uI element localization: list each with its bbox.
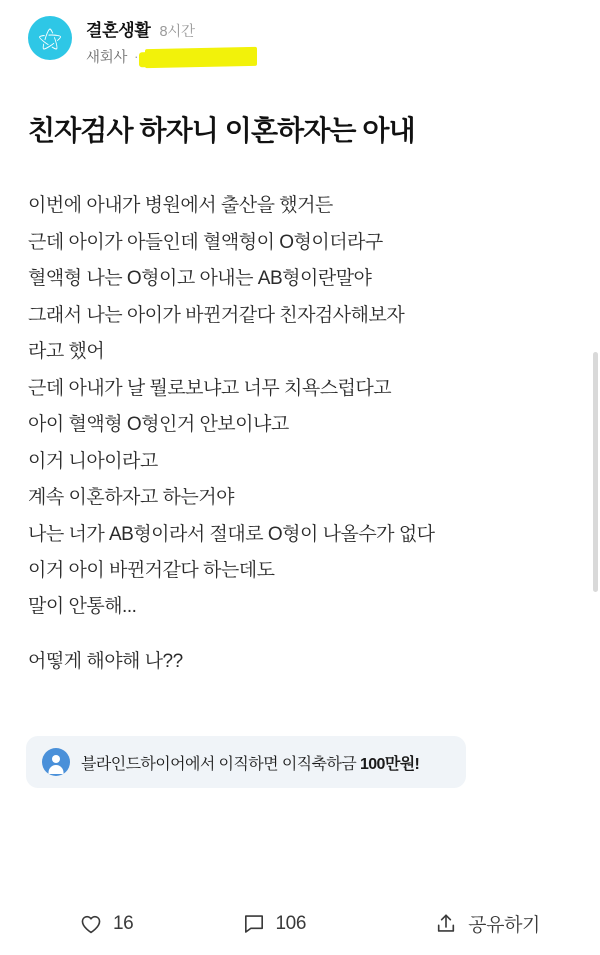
post-body-line-blank [28, 626, 572, 644]
post-body [0, 168, 600, 680]
avatar-glyph: ⚝ [38, 24, 62, 52]
share-label: 공유하기 [468, 915, 540, 936]
promo-text-highlight: 100만원! [359, 755, 420, 773]
like-count: 16 [113, 912, 134, 934]
post-body-line: 어떻게 해야해 나?? [28, 650, 183, 672]
avatar[interactable] [28, 16, 72, 60]
post-timestamp: 8시간 [159, 24, 195, 40]
promo-banner-text [81, 751, 419, 774]
redacted-highlight [145, 47, 257, 68]
post-body-line: 그래서 나는 아이가 바뀐거같다 친자검사해보자 [28, 304, 405, 326]
post-meta [86, 14, 572, 67]
post-body-line: 이번에 아내가 병원에서 출산을 했거든 [28, 195, 333, 217]
scrollbar-thumb[interactable] [593, 352, 598, 592]
post-author[interactable]: 결혼생활 [86, 21, 151, 40]
post-body-line: 말이 안통해... [28, 596, 137, 618]
promo-banner[interactable] [26, 736, 466, 788]
person-icon [42, 748, 70, 776]
post-title: 친자검사 하자니 이혼하자는 아내 [28, 114, 415, 146]
comment-icon [243, 914, 265, 934]
post-body-line: 근데 아이가 아들인데 혈액형이 O형이더라구 [28, 231, 383, 253]
post-body-line: 계속 이혼하자고 하는거야 [28, 487, 234, 509]
post-company: 새회사 [86, 50, 128, 66]
promo-text-prefix: 블라인드하이어에서 이직하면 이직축하금 [81, 755, 360, 773]
share-icon [435, 913, 457, 934]
post-body-line: 근데 아내가 날 뭘로보냐고 너무 치욕스럽다고 [28, 377, 392, 399]
post-body-line: 나는 너가 AB형이라서 절대로 O형이 나올수가 없다 [28, 523, 435, 545]
comment-button[interactable] [113, 913, 435, 935]
post-meta-secondary [86, 46, 572, 67]
post-body-line: 아이 혈액형 O형인거 안보이냐고 [28, 414, 289, 436]
post-body-line: 이거 아이 바뀐거같다 하는데도 [28, 559, 275, 581]
heart-icon [80, 914, 102, 934]
meta-separator: · [134, 49, 139, 64]
post-meta-primary [86, 16, 572, 41]
action-bar [0, 910, 600, 937]
post-body-line: 라고 했어 [28, 341, 105, 363]
comment-count: 106 [275, 912, 307, 934]
post-header [0, 0, 600, 67]
post-body-line: 혈액형 나는 O형이고 아내는 AB형이란말야 [28, 268, 372, 290]
post-body-line: 이거 니아이라고 [28, 450, 158, 472]
share-button[interactable] [435, 910, 540, 937]
